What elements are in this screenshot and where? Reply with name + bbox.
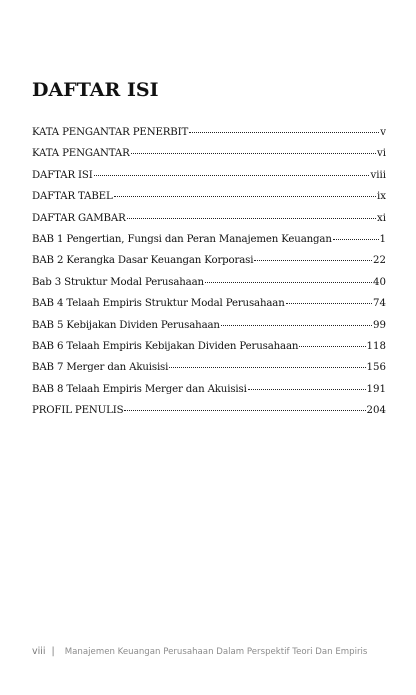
toc-entry[interactable] bbox=[32, 254, 386, 275]
toc-entry-label: KATA PENGANTAR PENERBIT bbox=[32, 127, 189, 138]
toc-entry-label: Bab 3 Struktur Modal Perusahaan bbox=[32, 276, 204, 288]
toc-leader-dots bbox=[94, 174, 370, 176]
toc-entry-label: DAFTAR GAMBAR bbox=[32, 212, 126, 224]
toc-entry[interactable] bbox=[32, 297, 386, 318]
toc-entry-page: v bbox=[380, 127, 386, 138]
toc-leader-dots bbox=[299, 345, 365, 347]
toc-leader-dots bbox=[205, 281, 372, 283]
toc-leader-dots bbox=[221, 324, 372, 326]
toc-entry-page: 99 bbox=[373, 319, 386, 331]
toc-entry-page: ix bbox=[376, 191, 386, 203]
toc-leader-dots bbox=[169, 366, 365, 368]
page-title: DAFTAR ISI bbox=[32, 79, 159, 101]
toc-entry-page: xi bbox=[376, 212, 386, 224]
toc-leader-dots bbox=[189, 131, 379, 133]
toc-entry-page: 1 bbox=[379, 233, 386, 245]
toc-entry[interactable] bbox=[32, 319, 386, 340]
page-footer bbox=[32, 646, 367, 657]
toc-leader-dots bbox=[114, 195, 376, 197]
toc-leader-dots bbox=[124, 409, 365, 411]
toc-entry[interactable] bbox=[32, 340, 386, 361]
toc-entry-label: BAB 5 Kebijakan Dividen Perusahaan bbox=[32, 319, 220, 331]
toc-entry-page: 74 bbox=[373, 298, 386, 310]
toc-entry[interactable] bbox=[32, 126, 386, 147]
toc-entry-label: KATA PENGANTAR bbox=[32, 148, 130, 160]
toc-leader-dots bbox=[333, 238, 379, 240]
footer-page-number: viii bbox=[32, 646, 46, 657]
toc-entry-label: BAB 4 Telaah Empiris Struktur Modal Perusahaan bbox=[32, 298, 285, 310]
toc-entry[interactable] bbox=[32, 147, 386, 168]
toc-entry-page: 156 bbox=[366, 362, 386, 374]
toc-entry[interactable] bbox=[32, 233, 386, 254]
toc-entry-label: BAB 8 Telaah Empiris Merger dan Akuisisi bbox=[32, 383, 247, 395]
toc-entry[interactable] bbox=[32, 169, 386, 190]
toc-leader-dots bbox=[286, 302, 372, 304]
toc-entry-label: DAFTAR TABEL bbox=[32, 191, 113, 203]
toc-entry-page: viii bbox=[370, 169, 386, 181]
table-of-contents bbox=[32, 126, 386, 425]
toc-entry[interactable] bbox=[32, 190, 386, 211]
toc-entry-label: BAB 6 Telaah Empiris Kebijakan Dividen Perusahaan bbox=[32, 340, 299, 352]
toc-entry-label: BAB 1 Pengertian, Fungsi dan Peran Manajemen Keuangan bbox=[32, 233, 332, 245]
toc-entry-page: 40 bbox=[373, 276, 386, 288]
toc-entry-label: BAB 2 Kerangka Dasar Keuangan Korporasi bbox=[32, 255, 254, 267]
toc-leader-dots bbox=[131, 152, 376, 154]
toc-entry-page: 118 bbox=[366, 340, 386, 352]
toc-entry-page: 204 bbox=[366, 405, 386, 417]
toc-leader-dots bbox=[248, 388, 366, 390]
toc-entry[interactable] bbox=[32, 276, 386, 297]
toc-entry[interactable] bbox=[32, 212, 386, 233]
toc-entry-page: 191 bbox=[366, 383, 386, 395]
toc-entry-label: DAFTAR ISI bbox=[32, 169, 93, 181]
toc-entry[interactable] bbox=[32, 361, 386, 382]
toc-leader-dots bbox=[127, 217, 376, 219]
toc-entry-page: 22 bbox=[373, 255, 386, 267]
toc-entry-page: vi bbox=[376, 148, 386, 160]
footer-separator: | bbox=[51, 646, 55, 657]
toc-entry-label: BAB 7 Merger dan Akuisisi bbox=[32, 362, 169, 374]
toc-entry[interactable] bbox=[32, 404, 386, 425]
footer-book-title: Manajemen Keuangan Perusahaan Dalam Perspektif Teori Dan Empiris bbox=[64, 646, 368, 657]
toc-entry-label: PROFIL PENULIS bbox=[32, 405, 124, 417]
toc-leader-dots bbox=[254, 259, 372, 261]
toc-entry[interactable] bbox=[32, 383, 386, 404]
